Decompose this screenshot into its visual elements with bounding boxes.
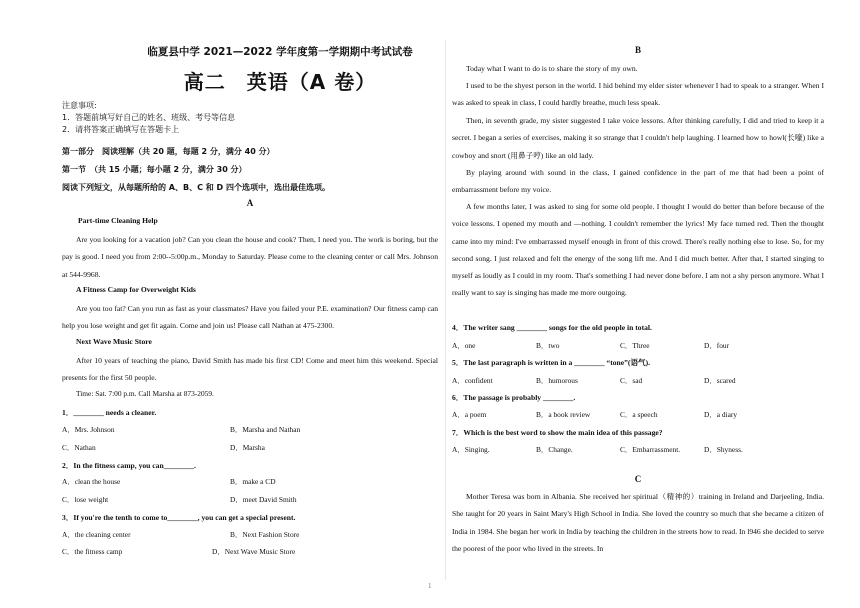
ad-text: Are you looking for a vacation job? Can you clean the house and cook? Then, I need you. The work is boring, but the pay is good. I need you from 2:00--5:00p.m., Monday to Saturday. Please come to the cleaning center or call Mrs. Johnson at 544-9968. <box>62 235 438 279</box>
passage-a-letter: A <box>246 198 254 208</box>
question-option[interactable]: C．Embarrassment. <box>620 445 681 454</box>
question-option[interactable]: A．a poem <box>452 410 487 419</box>
question-option[interactable]: C．Nathan <box>62 443 96 452</box>
question-option[interactable]: B．two <box>536 341 560 350</box>
instruction-text: 阅读下列短文，从每题所给的 A、B、C 和 D 四个选项中，选出最佳选项。 <box>62 183 330 192</box>
question-option[interactable]: C．a speech <box>620 410 658 419</box>
ad-text: Are you too fat? Can you run as fast as your classmates? Have you failed your P.E. examination? Our fitness camp can help you lose weight and get fit again. Come and join us! Please call Nathan at 475-2300. <box>62 304 438 331</box>
question-option[interactable]: D．scared <box>704 376 736 385</box>
question-option[interactable]: C．Three <box>620 341 650 350</box>
question-stem: 1．________ needs a cleaner. <box>62 408 157 417</box>
question-option[interactable]: B．Change. <box>536 445 573 454</box>
question-option[interactable]: C．lose weight <box>62 495 109 504</box>
ad-title: A Fitness Camp for Overweight Kids <box>76 285 196 294</box>
question-stem: 6．The passage is probably ________. <box>452 393 576 402</box>
ad-title: Next Wave Music Store <box>76 337 152 346</box>
passage-b-paragraph: By playing around with sound in the class, I gained confidence in the part of me that had been a point of embarrassment before my voice. <box>452 168 824 195</box>
question-option[interactable]: D．a diary <box>704 410 738 419</box>
question-option[interactable]: A．clean the house <box>62 477 121 486</box>
column-divider <box>445 40 446 580</box>
question-stem: 2．In the fitness camp, you can________. <box>62 461 196 470</box>
notes-heading: 注意事项: <box>62 101 97 110</box>
question-option[interactable]: A．Mrs. Johnson <box>62 425 115 434</box>
passage-b-paragraph: A few months later, I was asked to sing for some old people. I thought I would do better than before because of the voice lessons. I opened my mouth and —nothing. I couldn't remember the lyrics! My face turned red. Then the thought came into my mind: I've embarrassed myself enough in front of this crowd. There's really nothing else to lose. So, for my second song. I just relaxed and felt the energy of the song lift me. And I did much better. After that, I started singing to myself as loudly as I could in my room. That's something I had never done before. I am not a shy person anymore. What I really want to say is singing has made me more outgoing. <box>452 202 824 298</box>
question-stem: 5．The last paragraph is written in a ________ “tone”(语气). <box>452 358 651 367</box>
exam-title: 高二 英语（A 卷） <box>183 70 377 94</box>
question-option[interactable]: D．meet David Smith <box>230 495 297 504</box>
question-option[interactable]: B．Next Fashion Store <box>230 530 300 539</box>
question-option[interactable]: D．Next Wave Music Store <box>212 547 296 556</box>
passage-b-paragraph: Today what I want to do is to share the story of my own. <box>466 64 638 73</box>
question-option[interactable]: B．Marsha and Nathan <box>230 425 301 434</box>
section1-heading: 第一节 （共 15 小题；每小题 2 分，满分 30 分） <box>62 165 247 174</box>
question-option[interactable]: C．the fitness camp <box>62 547 123 556</box>
ad-extra: Time: Sat. 7:00 p.m. Call Marsha at 873-2059. <box>76 389 214 398</box>
notes-block <box>62 100 235 136</box>
ad-title: Part-time Cleaning Help <box>78 216 158 225</box>
question-stem: 4．The writer sang ________ songs for the old people in total. <box>452 323 652 332</box>
question-stem: 7．Which is the best word to show the main idea of this passage? <box>452 428 663 437</box>
question-option[interactable]: A．the cleaning center <box>62 530 131 539</box>
passage-c-letter: C <box>634 474 642 484</box>
question-option[interactable]: A．confident <box>452 376 493 385</box>
question-option[interactable]: A．one <box>452 341 476 350</box>
note-item: 1．答题前填写好自己的姓名、班级、考号等信息 <box>62 113 236 122</box>
question-option[interactable]: D．four <box>704 341 730 350</box>
question-option[interactable]: B．humorous <box>536 376 578 385</box>
passage-b-paragraph: I used to be the shyest person in the world. I hid behind my elder sister whenever I had to speak to a stranger. When I was asked to speak in class, I could hardly breathe, much less speak. <box>452 81 824 108</box>
question-option[interactable]: B．a book review <box>536 410 591 419</box>
passage-b-letter: B <box>634 45 641 55</box>
question-option[interactable]: C．sad <box>620 376 643 385</box>
question-option[interactable]: B．make a CD <box>230 477 276 486</box>
question-option[interactable]: D．Marsha <box>230 443 265 452</box>
ad-text: After 10 years of teaching the piano, David Smith has made his first CD! Come and meet him this weekend. Special presents for the first 50 people. <box>62 356 438 383</box>
part1-heading: 第一部分 阅读理解（共 20 题，每题 2 分，满分 40 分） <box>62 147 275 156</box>
question-stem: 3．If you're the tenth to come to________, you can get a special present. <box>62 513 296 522</box>
question-option[interactable]: D．Shyness. <box>704 445 743 454</box>
question-option[interactable]: A．Singing. <box>452 445 490 454</box>
passage-c-paragraph: Mother Teresa was born in Albania. She received her spiritual（精神的）training in Ireland and Darjeeling, India. She taught for 20 years in Saint Mary's High School in India. She loved the country so much that she became a citizen of India in 1984. She began her work in India by teaching the children in the streets how to read. In l946 she decided to serve the poorest of the poor who lived in the streets. In <box>452 492 824 553</box>
school-header: 临夏县中学 2021—2022 学年度第一学期期中考试试卷 <box>147 46 413 58</box>
passage-b-paragraph: Then, in seventh grade, my sister suggested I take voice lessons. After thinking carefully, I did and tried to keep it a secret. I began a series of exercises, making it so strange that I couldn't help laughing. I learned how to howl(长嚎) like a cowboy and snort (用鼻子哼) like an old lady. <box>452 116 824 160</box>
note-item: 2．请将答案正确填写在答题卡上 <box>62 125 180 134</box>
page-number: 1 <box>428 582 432 590</box>
